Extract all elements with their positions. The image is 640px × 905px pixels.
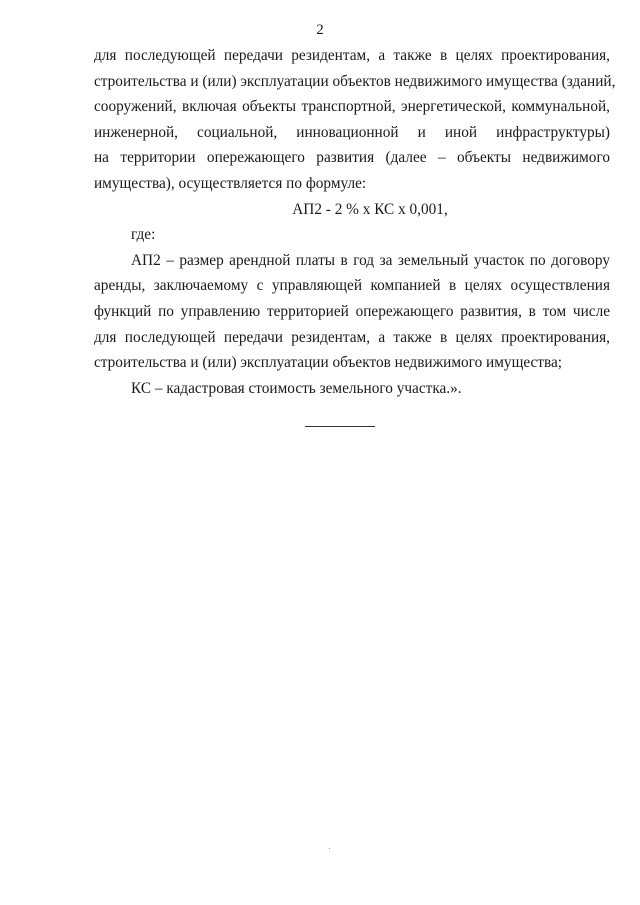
text-line: для последующей передачи резидентам, а также в целях проектирования, bbox=[94, 328, 610, 346]
text-line: строительства и (или) эксплуатации объектов недвижимого имущества (зданий, bbox=[94, 72, 616, 90]
text-line: строительства и (или) эксплуатации объектов недвижимого имущества; bbox=[94, 354, 563, 372]
text-line: аренды, заключаемому с управляющей компанией в целях осуществления bbox=[94, 277, 610, 295]
page-number: 2 bbox=[316, 22, 324, 38]
text-line: для последующей передачи резидентам, а также в целях проектирования, bbox=[94, 47, 610, 64]
formula: АП2 - 2 % х КС х 0,001, bbox=[292, 200, 448, 218]
text-line: функций по управлению территорией опережающего развития, в том числе bbox=[94, 302, 610, 320]
definition-ks-line: КС – кадастровая стоимость земельного участка.». bbox=[131, 379, 462, 397]
text-line: инженерной, социальной, инновационной и иной инфраструктуры) bbox=[94, 123, 610, 141]
definition-ap2-line: АП2 – размер арендной платы в год за земельный участок по договору bbox=[131, 251, 610, 269]
text-line: имущества), осуществляется по формуле: bbox=[94, 174, 367, 192]
scan-speck bbox=[329, 848, 330, 849]
document-body bbox=[94, 43, 616, 401]
end-divider bbox=[305, 426, 375, 427]
text-line: на территории опережающего развития (далее – объекты недвижимого bbox=[94, 149, 610, 167]
where-label: где: bbox=[131, 226, 156, 244]
text-line: сооружений, включая объекты транспортной, энергетической, коммунальной, bbox=[94, 98, 610, 116]
